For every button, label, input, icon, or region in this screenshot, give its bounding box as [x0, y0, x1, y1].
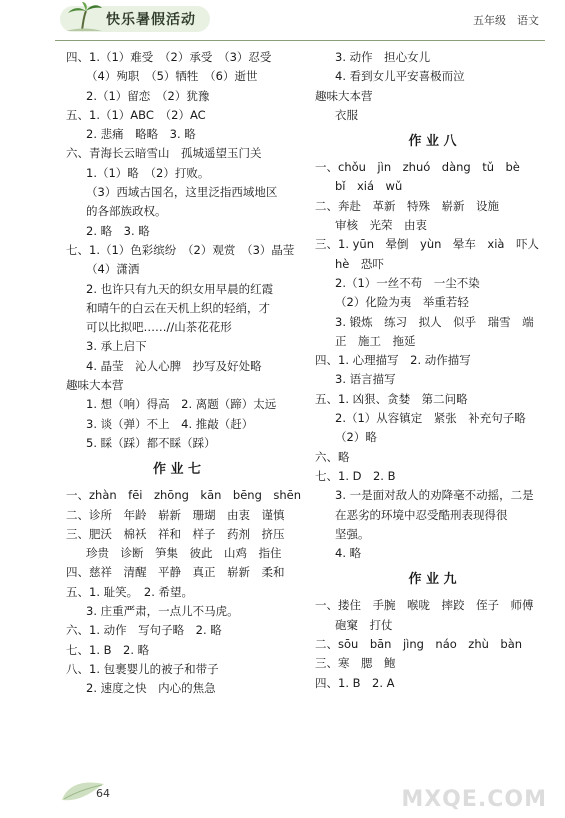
brand-banner [60, 6, 210, 32]
answer-line: 正 施工 拖延 [335, 333, 416, 348]
answer-line: 的各部族政权。 [86, 204, 167, 219]
answer-line: 可以比拟吧……//山茶花花形 [86, 320, 232, 335]
section-heading: 作 业 七 [152, 462, 202, 478]
answer-line: 六、略 [315, 449, 350, 464]
answer-line: 趣味大本营 [66, 378, 124, 393]
answer-line: 八、1. 包裹婴儿的被子和带子 [66, 661, 219, 676]
answer-line: 4. 看到女儿平安喜极而泣 [335, 69, 465, 84]
answer-line: 3. 谈（弹）不上 4. 推敲（赶） [86, 416, 254, 431]
answer-line: 珍贵 诊断 笋集 彼此 山鸡 指住 [86, 546, 282, 561]
answer-line: 六、1. 动作 写句子略 2. 略 [66, 623, 222, 638]
answer-line: 四、1. 心理描写 2. 动作描写 [315, 353, 471, 368]
answer-line: 四、1.（1）难受 （2）承受 （3）忍受 [66, 50, 272, 64]
answer-line: 趣味大本营 [315, 88, 373, 103]
answer-line: 二、sōu bān jìng náo zhù bàn [315, 637, 523, 652]
answer-line: 2.（1）留恋 （2）犹豫 [86, 88, 210, 103]
answer-line: 2. 速度之快 内心的焦急 [86, 681, 216, 696]
answer-line: 六、青海长云暗雪山 孤城遥望玉门关 [66, 146, 262, 161]
answer-line: 2. 也许只有九天的织女用早晨的红霞 [86, 281, 274, 296]
page-number: 64 [96, 787, 110, 800]
answer-line: 二、诊所 年龄 崭新 珊瑚 由衷 谨慎 [66, 507, 285, 522]
answer-line: 五、1. 耻笑。 2. 希望。 [66, 584, 194, 599]
answer-line: 1.（1）略 （2）打败。 [86, 165, 210, 180]
answer-line: 七、1. D 2. B [315, 468, 396, 483]
answer-line: 2.（1）从容镇定 紧张 补充句子略 [335, 411, 526, 426]
answer-line: 五、1. 凶狠、贪婪 第二问略 [315, 391, 468, 406]
answer-line: （3）西域古国名，这里泛指西域地区 [86, 185, 278, 200]
answer-line: 2. 略 3. 略 [86, 223, 150, 238]
answer-line: 3. 承上启下 [86, 339, 147, 354]
grade-subject: 五年级 语文 [473, 14, 539, 27]
answer-line: 2. 悲痛 略略 3. 略 [86, 127, 196, 142]
answer-line: hè 恐吓 [335, 256, 384, 271]
answer-line: 3. 庄重严肃，一点儿不马虎。 [86, 604, 239, 619]
palm-tree-icon [64, 2, 104, 32]
left-answer-column [66, 48, 302, 699]
answer-line: 3. 一是面对敌人的劝降毫不动摇，二是 [335, 488, 534, 503]
answer-line: 4. 晶莹 沁人心脾 抄写及好处略 [86, 358, 262, 373]
answer-line: 1. 想（响）得高 2. 离题（蹄）太远 [86, 397, 277, 412]
answer-line: 在恶劣的环境中忍受酷刑表现得很 [335, 507, 508, 522]
answer-line: 衣服 [335, 107, 358, 122]
answer-line: 五、1.（1）ABC （2）AC [66, 107, 206, 122]
answer-line: 2.（1）一丝不苟 一尘不染 [335, 275, 480, 290]
answer-line: bǐ xiá wǔ [335, 179, 403, 194]
page-header [0, 0, 565, 40]
answer-line: 七、1.（1）色彩缤纷 （2）观赏 （3）晶莹 [66, 242, 295, 257]
answer-line: 3. 动作 担心女儿 [335, 50, 431, 64]
answer-line: （4）殉职 （5）牺牲 （6）逝世 [86, 69, 258, 84]
answer-line: （2）略 [335, 430, 377, 445]
answer-line: 一、chǒu jìn zhuó dàng tǔ bè [315, 160, 520, 175]
answer-line: 二、奔赴 革新 特殊 崭新 设施 [315, 198, 499, 213]
watermark-text: MXQE.COM [401, 787, 547, 812]
answer-line: 一、搂住 手腕 喉咙 摔跤 侄子 师傅 [315, 598, 534, 613]
answer-line: 4. 略 [335, 546, 362, 561]
answer-line: 三、寒 腮 鲍 [315, 656, 419, 671]
answer-line: 和晴午的白云在天机上织的轻绡，才 [86, 300, 270, 315]
section-heading: 作 业 八 [408, 134, 457, 150]
section-heading: 作 业 九 [408, 572, 457, 588]
answer-line: 审核 光荣 由衷 [335, 218, 427, 233]
answer-line: 3. 锻炼 练习 拟人 似乎 瑞雪 端 [335, 314, 534, 329]
answer-line: 三、1. yūn 晕倒 yùn 晕车 xià 吓人 [315, 237, 539, 252]
right-answer-column [315, 48, 550, 693]
answer-line: （4）潇洒 [86, 262, 140, 277]
header-divider [55, 40, 545, 41]
answer-line: 5. 睬（踩）都不睬（踩） [86, 435, 216, 450]
answer-line: 3. 语言描写 [335, 372, 396, 387]
book-title: 快乐暑假活动 [106, 12, 196, 28]
answer-line: 一、zhàn fēi zhōng kān bēng shēn [66, 488, 302, 503]
answer-line: 砲窠 打仗 [335, 617, 393, 632]
answer-line: 四、慈祥 清醒 平静 真正 崭新 柔和 [66, 565, 285, 580]
answer-line: （2）化险为夷 举重若轻 [335, 295, 469, 310]
answer-line: 四、1. B 2. A [315, 675, 395, 690]
answer-line: 七、1. B 2. 略 [66, 642, 150, 657]
answer-line: 坚强。 [335, 526, 370, 541]
answer-line: 三、肥沃 棉袄 祥和 样子 药剂 挤压 [66, 526, 285, 541]
